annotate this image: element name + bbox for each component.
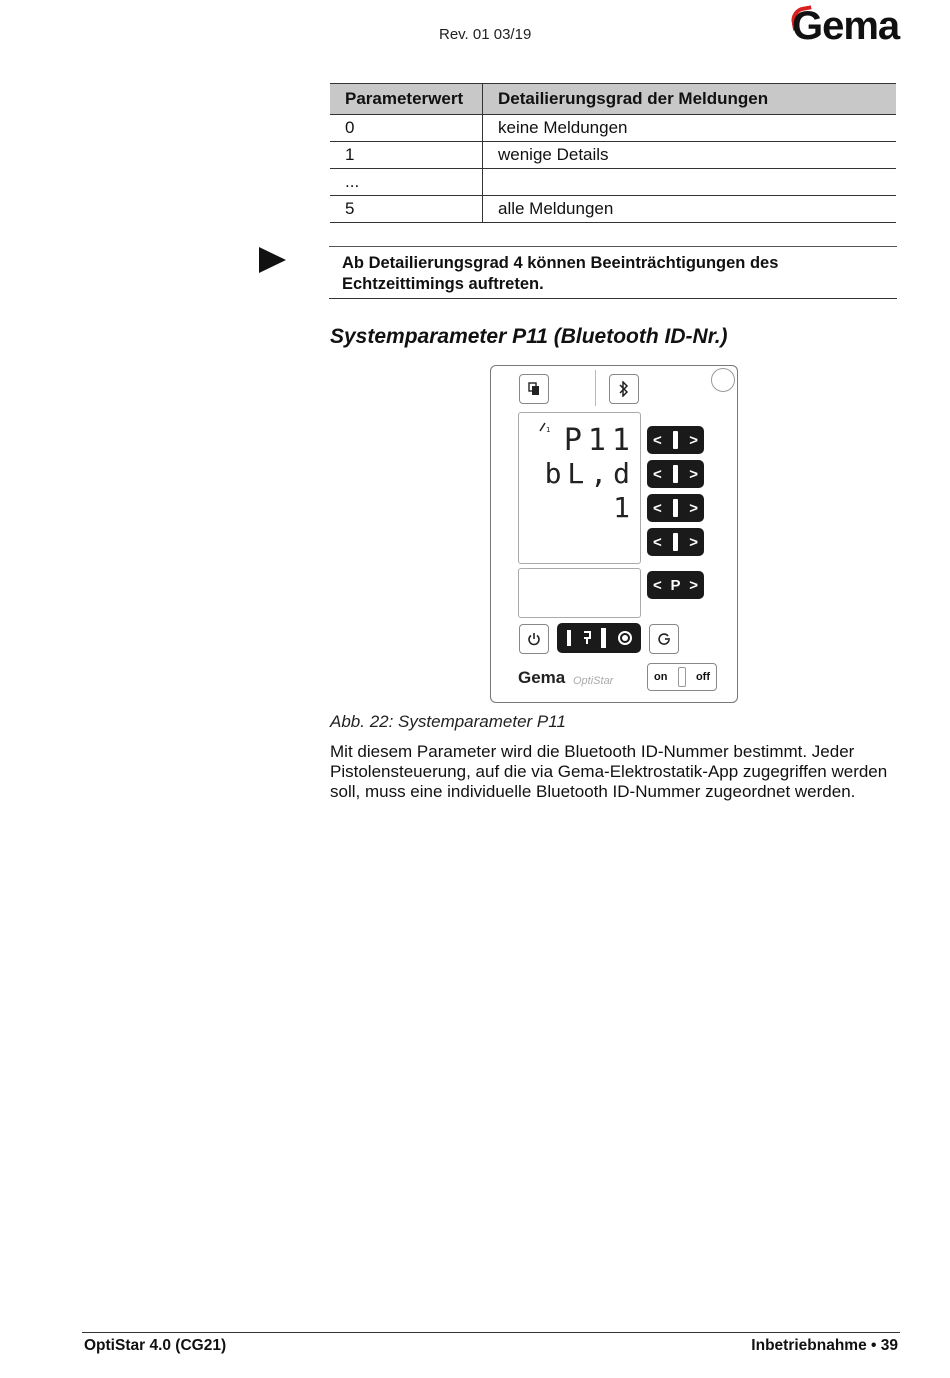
adjust-button-2[interactable] — [647, 460, 704, 488]
display-line-3: 1 — [613, 491, 636, 524]
footer-divider — [82, 1332, 900, 1333]
table-cell: 1 — [330, 142, 483, 169]
lcd-display — [518, 412, 641, 564]
device-logo: Gema — [518, 668, 566, 687]
bluetooth-button[interactable] — [609, 374, 639, 404]
table-row — [330, 169, 896, 196]
table-cell: 5 — [330, 196, 483, 223]
figure-caption: Abb. 22: Systemparameter P11 — [330, 712, 566, 731]
arrow-right-icon — [259, 247, 286, 273]
table-cell: 0 — [330, 115, 483, 142]
table-row — [330, 142, 896, 169]
logo-text: Gema — [792, 4, 900, 48]
note-box — [329, 246, 897, 299]
column-header: Detailierungsgrad der Meldungen — [483, 84, 897, 115]
mode-selector[interactable] — [557, 623, 641, 653]
column-header: Parameterwert — [330, 84, 483, 115]
display-line-2: bL,d — [544, 457, 636, 490]
display-line-1: P11 — [563, 423, 636, 458]
adjust-button-3[interactable] — [647, 494, 704, 522]
table-row — [330, 115, 896, 142]
copy-button[interactable] — [519, 374, 549, 404]
section-title: Systemparameter P11 (Bluetooth ID-Nr.) — [330, 325, 728, 348]
status-led — [711, 368, 735, 392]
table-header-row — [330, 84, 896, 115]
footer-chapter-page: Inbetriebnahme • 39 — [751, 1337, 898, 1354]
table-cell: wenige Details — [483, 142, 897, 169]
param-p-button[interactable] — [647, 571, 704, 599]
lcd-lower-area — [518, 568, 641, 618]
revision-label: Rev. 01 03/19 — [439, 26, 532, 43]
adjust-button-1[interactable] — [647, 426, 704, 454]
off-label: off — [695, 671, 710, 683]
chevron-right-icon: > — [689, 465, 698, 483]
bluetooth-icon — [618, 381, 630, 397]
footer-product: OptiStar 4.0 (CG21) — [84, 1337, 227, 1354]
chevron-left-icon: < — [653, 465, 662, 483]
table-cell: keine Meldungen — [483, 115, 897, 142]
reset-icon — [657, 632, 671, 646]
device-panel — [490, 365, 738, 703]
standby-button[interactable] — [519, 624, 549, 654]
chevron-right-icon: > — [689, 499, 698, 517]
reset-button[interactable] — [649, 624, 679, 654]
chevron-right-icon: > — [689, 533, 698, 551]
table-row — [330, 196, 896, 223]
p-button-label: P — [670, 576, 681, 594]
chevron-right-icon: > — [689, 431, 698, 449]
device-model: OptiStar — [573, 675, 614, 687]
body-paragraph: Mit diesem Parameter wird die Bluetooth ID-Nummer bestimmt. Jeder Pistolensteuerung, auf die via Gema-Elektrostatik-App zugegriffen werden soll, muss eine individuelle Bluetooth ID-Nummer zugeordnet werden. — [330, 742, 888, 801]
gema-logo — [792, 4, 900, 48]
note-text: Ab Detailierungsgrad 4 können Beeinträchtigungen des Echtzeittimings auftreten. — [342, 254, 779, 293]
parameter-table — [330, 83, 896, 223]
copy-icon — [527, 382, 541, 396]
on-label: on — [654, 671, 668, 683]
svg-text:1: 1 — [546, 426, 551, 433]
table-cell — [483, 169, 897, 196]
chevron-right-icon: > — [689, 576, 698, 594]
power-icon — [527, 632, 541, 646]
table-cell: ... — [330, 169, 483, 196]
table-cell: alle Meldungen — [483, 196, 897, 223]
chevron-left-icon: < — [653, 431, 662, 449]
chevron-left-icon: < — [653, 576, 662, 594]
mode-selector-icons — [557, 623, 641, 653]
toggle-knob — [678, 667, 686, 687]
adjust-button-4[interactable] — [647, 528, 704, 556]
chevron-left-icon: < — [653, 533, 662, 551]
chevron-left-icon: < — [653, 499, 662, 517]
spray-icon — [539, 421, 553, 433]
on-off-switch[interactable] — [647, 663, 717, 691]
